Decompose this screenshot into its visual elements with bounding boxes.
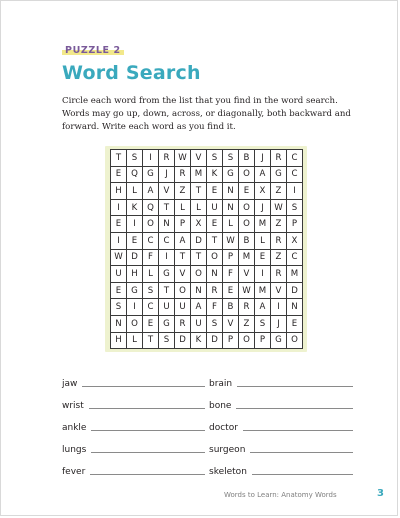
grid-cell[interactable]: R — [175, 167, 191, 184]
grid-cell[interactable]: O — [239, 200, 255, 217]
grid-cell[interactable]: S — [223, 150, 239, 167]
grid-cell[interactable]: L — [223, 216, 239, 233]
grid-cell[interactable]: V — [191, 150, 207, 167]
answer-line[interactable] — [91, 430, 205, 431]
word-label: jaw — [62, 379, 78, 389]
word-entry — [209, 419, 353, 433]
grid-cell[interactable]: M — [255, 216, 271, 233]
grid-cell[interactable]: E — [111, 216, 127, 233]
word-label: ankle — [62, 423, 87, 433]
grid-cell[interactable]: Q — [127, 167, 143, 184]
grid-cell[interactable]: G — [143, 167, 159, 184]
grid-cell[interactable]: M — [239, 250, 255, 267]
grid-cell[interactable]: E — [255, 250, 271, 267]
grid-cell[interactable]: S — [207, 316, 223, 333]
grid-cell[interactable]: V — [175, 266, 191, 283]
grid-cell[interactable]: B — [223, 299, 239, 316]
grid-cell[interactable]: U — [111, 266, 127, 283]
grid-cell[interactable]: O — [239, 167, 255, 184]
grid-cell[interactable]: O — [207, 250, 223, 267]
grid-cell[interactable]: D — [287, 283, 303, 300]
grid-cell[interactable]: I — [255, 266, 271, 283]
grid-cell[interactable]: K — [207, 167, 223, 184]
answer-line[interactable] — [243, 430, 353, 431]
grid-cell[interactable]: P — [175, 216, 191, 233]
word-label: lungs — [62, 445, 87, 455]
word-entry — [209, 463, 353, 477]
grid-cell[interactable]: L — [255, 233, 271, 250]
grid-cell[interactable]: R — [175, 316, 191, 333]
grid-cell[interactable]: G — [223, 167, 239, 184]
grid-cell[interactable]: L — [127, 333, 143, 350]
grid-cell[interactable]: O — [287, 333, 303, 350]
footer-section-title: Words to Learn: Anatomy Words — [224, 491, 337, 499]
grid-cell[interactable]: L — [143, 266, 159, 283]
grid-cell[interactable]: A — [255, 167, 271, 184]
grid-cell[interactable]: C — [143, 233, 159, 250]
word-entry — [209, 441, 353, 455]
grid-cell[interactable]: S — [207, 150, 223, 167]
grid-cell[interactable]: K — [127, 200, 143, 217]
grid-cell[interactable]: V — [159, 183, 175, 200]
grid-cell[interactable]: I — [159, 250, 175, 267]
grid-cell[interactable]: G — [271, 167, 287, 184]
word-label: brain — [209, 379, 233, 389]
grid-cell[interactable]: F — [207, 299, 223, 316]
grid-cell[interactable]: G — [159, 316, 175, 333]
grid-cell[interactable]: U — [207, 200, 223, 217]
grid-cell[interactable]: E — [239, 183, 255, 200]
grid-cell[interactable]: X — [287, 233, 303, 250]
answer-line[interactable] — [250, 452, 353, 453]
grid-cell[interactable]: N — [223, 183, 239, 200]
grid-cell[interactable]: S — [287, 200, 303, 217]
grid-cell[interactable]: H — [111, 183, 127, 200]
answer-line[interactable] — [236, 408, 353, 409]
word-label: skeleton — [209, 467, 247, 477]
grid-cell[interactable]: U — [175, 299, 191, 316]
grid-cell[interactable]: I — [111, 233, 127, 250]
grid-cell[interactable]: H — [127, 266, 143, 283]
grid-cell[interactable]: L — [191, 200, 207, 217]
grid-cell[interactable]: J — [271, 316, 287, 333]
grid-cell[interactable]: Z — [271, 250, 287, 267]
grid-cell[interactable]: E — [223, 283, 239, 300]
grid-cell[interactable]: O — [239, 333, 255, 350]
grid-cell[interactable]: A — [191, 299, 207, 316]
grid-cell[interactable]: W — [175, 150, 191, 167]
grid-cell[interactable]: E — [207, 216, 223, 233]
grid-cell[interactable]: O — [143, 216, 159, 233]
grid-cell[interactable]: W — [239, 283, 255, 300]
grid-cell[interactable]: S — [143, 283, 159, 300]
grid-cell[interactable]: T — [159, 283, 175, 300]
grid-cell[interactable]: P — [223, 250, 239, 267]
grid-cell[interactable]: U — [159, 299, 175, 316]
grid-cell[interactable]: S — [111, 299, 127, 316]
grid-cell[interactable]: V — [239, 266, 255, 283]
grid-cell[interactable]: N — [287, 299, 303, 316]
grid-cell[interactable]: X — [255, 183, 271, 200]
grid-cell[interactable]: S — [127, 150, 143, 167]
word-entry — [209, 397, 353, 411]
grid-cell[interactable]: E — [111, 167, 127, 184]
answer-line[interactable] — [90, 474, 205, 475]
grid-cell[interactable]: F — [223, 266, 239, 283]
grid-cell[interactable]: I — [127, 299, 143, 316]
grid-cell[interactable]: G — [159, 266, 175, 283]
grid-cell[interactable]: T — [191, 183, 207, 200]
word-entry — [62, 441, 205, 455]
word-entry — [209, 375, 353, 389]
grid-cell[interactable]: B — [239, 233, 255, 250]
grid-cell[interactable]: Z — [175, 183, 191, 200]
grid-cell[interactable]: U — [191, 316, 207, 333]
word-search-panel — [105, 146, 307, 352]
grid-cell[interactable]: J — [159, 167, 175, 184]
grid-cell[interactable]: E — [207, 183, 223, 200]
grid-cell[interactable]: T — [207, 233, 223, 250]
grid-cell[interactable]: T — [143, 333, 159, 350]
grid-cell[interactable]: L — [175, 200, 191, 217]
grid-cell[interactable]: W — [223, 233, 239, 250]
grid-cell[interactable]: O — [239, 216, 255, 233]
grid-cell[interactable]: B — [239, 150, 255, 167]
grid-cell[interactable]: D — [175, 333, 191, 350]
grid-cell[interactable]: R — [271, 233, 287, 250]
grid-cell[interactable]: C — [159, 233, 175, 250]
grid-cell[interactable]: J — [255, 150, 271, 167]
grid-cell[interactable]: P — [287, 216, 303, 233]
grid-cell[interactable]: D — [191, 233, 207, 250]
grid-cell[interactable]: V — [271, 283, 287, 300]
grid-cell[interactable]: N — [191, 283, 207, 300]
grid-cell[interactable]: S — [159, 333, 175, 350]
grid-cell[interactable]: D — [207, 333, 223, 350]
word-label: fever — [62, 467, 86, 477]
grid-cell[interactable]: J — [255, 200, 271, 217]
grid-cell[interactable]: C — [143, 299, 159, 316]
grid-cell[interactable]: A — [143, 183, 159, 200]
grid-cell[interactable]: N — [159, 216, 175, 233]
grid-cell[interactable]: C — [287, 250, 303, 267]
grid-cell[interactable]: R — [159, 150, 175, 167]
answer-line[interactable] — [237, 386, 353, 387]
instructions-text: Circle each word from the list that you find in the word search. Words may go up, down, across, or diagonally, both backward and forward. Write each word as you find it. — [62, 96, 351, 132]
word-entry — [62, 463, 205, 477]
grid-cell[interactable]: T — [175, 250, 191, 267]
word-label: wrist — [62, 401, 84, 411]
grid-cell[interactable]: M — [255, 283, 271, 300]
grid-cell[interactable]: M — [191, 167, 207, 184]
grid-cell[interactable]: R — [271, 266, 287, 283]
answer-line[interactable] — [91, 452, 205, 453]
word-label: bone — [209, 401, 232, 411]
grid-cell[interactable]: G — [271, 333, 287, 350]
grid-cell[interactable]: X — [191, 216, 207, 233]
grid-cell[interactable]: I — [271, 299, 287, 316]
grid-cell[interactable]: R — [239, 299, 255, 316]
word-search-grid — [110, 149, 303, 349]
grid-cell[interactable]: R — [207, 283, 223, 300]
grid-cell[interactable]: L — [127, 183, 143, 200]
grid-cell[interactable]: I — [111, 200, 127, 217]
grid-cell[interactable]: A — [255, 299, 271, 316]
grid-cell[interactable]: Z — [271, 216, 287, 233]
word-label: surgeon — [209, 445, 246, 455]
grid-cell[interactable]: W — [111, 250, 127, 267]
grid-cell[interactable]: E — [111, 283, 127, 300]
grid-cell[interactable]: A — [175, 233, 191, 250]
grid-cell[interactable]: F — [143, 250, 159, 267]
answer-line[interactable] — [89, 408, 205, 409]
grid-cell[interactable]: T — [159, 200, 175, 217]
answer-line[interactable] — [252, 474, 353, 475]
word-entry — [62, 397, 205, 411]
grid-cell[interactable]: G — [127, 283, 143, 300]
answer-line[interactable] — [82, 386, 205, 387]
grid-cell[interactable]: K — [191, 333, 207, 350]
word-entry — [62, 419, 205, 433]
grid-cell[interactable]: M — [287, 266, 303, 283]
grid-cell[interactable]: N — [223, 200, 239, 217]
grid-cell[interactable]: V — [223, 316, 239, 333]
grid-cell[interactable]: N — [207, 266, 223, 283]
grid-cell[interactable]: E — [127, 233, 143, 250]
grid-cell[interactable]: I — [127, 216, 143, 233]
grid-cell[interactable]: Z — [239, 316, 255, 333]
grid-cell[interactable]: H — [111, 333, 127, 350]
grid-cell[interactable]: Q — [143, 200, 159, 217]
grid-cell[interactable]: S — [255, 316, 271, 333]
grid-cell[interactable]: I — [143, 150, 159, 167]
grid-cell[interactable]: C — [287, 167, 303, 184]
grid-cell[interactable]: O — [191, 266, 207, 283]
grid-cell[interactable]: C — [287, 150, 303, 167]
grid-cell[interactable]: D — [127, 250, 143, 267]
grid-cell[interactable]: T — [111, 150, 127, 167]
grid-cell[interactable]: R — [271, 150, 287, 167]
word-label: doctor — [209, 423, 238, 433]
grid-cell[interactable]: I — [287, 183, 303, 200]
grid-cell[interactable]: N — [111, 316, 127, 333]
page-title: Word Search — [62, 62, 201, 84]
puzzle-label: PUZZLE 2 — [62, 45, 124, 56]
page-number: 3 — [377, 488, 384, 499]
grid-cell[interactable]: E — [143, 316, 159, 333]
grid-cell[interactable]: Z — [271, 183, 287, 200]
grid-cell[interactable]: O — [175, 283, 191, 300]
grid-cell[interactable]: E — [287, 316, 303, 333]
grid-cell[interactable]: W — [271, 200, 287, 217]
word-entry — [62, 375, 205, 389]
grid-cell[interactable]: P — [255, 333, 271, 350]
grid-cell[interactable]: P — [223, 333, 239, 350]
grid-cell[interactable]: O — [127, 316, 143, 333]
grid-cell[interactable]: T — [191, 250, 207, 267]
